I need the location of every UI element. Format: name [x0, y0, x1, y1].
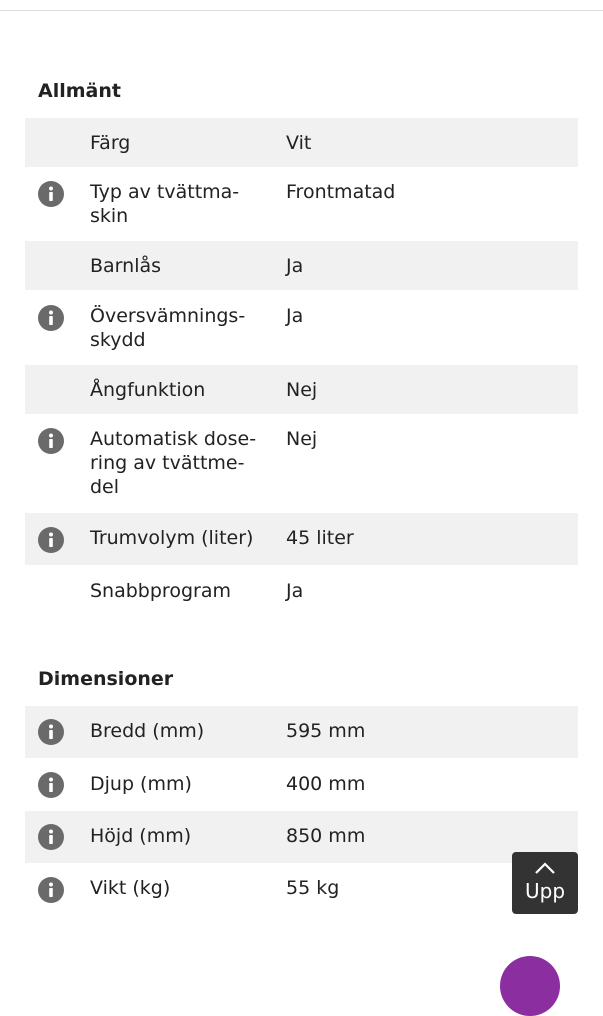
spec-value: 45 liter: [286, 527, 354, 549]
spec-value: 400 mm: [286, 773, 366, 795]
spec-row: [25, 167, 578, 241]
scroll-up-button[interactable]: [512, 852, 578, 914]
spec-value: Nej: [286, 428, 318, 450]
spec-label: Automatisk dose- ring av tvättme- del: [90, 428, 257, 498]
spec-value: Ja: [286, 305, 304, 327]
spec-value: Nej: [286, 379, 318, 401]
spec-value: 55 kg: [286, 877, 340, 899]
spec-row: [25, 365, 578, 414]
info-icon[interactable]: [38, 824, 64, 850]
spec-row: [25, 290, 578, 365]
spec-value: 595 mm: [286, 720, 366, 742]
spec-value: Frontmatad: [286, 181, 396, 203]
info-icon[interactable]: [38, 772, 64, 798]
section-title-allmant: Allmänt: [38, 80, 121, 102]
spec-label: Vikt (kg): [90, 877, 171, 899]
spec-label: Översvämnings- skydd: [90, 305, 246, 351]
info-icon[interactable]: [38, 428, 64, 454]
spec-label: Höjd (mm): [90, 825, 192, 847]
info-icon[interactable]: [38, 527, 64, 553]
spec-value: Vit: [286, 132, 312, 154]
spec-label: Trumvolym (liter): [90, 527, 254, 549]
info-icon[interactable]: [38, 181, 64, 207]
spec-row: [25, 811, 578, 863]
spec-label: Typ av tvättma- skin: [90, 181, 240, 227]
top-divider: [0, 0, 603, 11]
spec-value: Ja: [286, 580, 304, 602]
scroll-up-label: Upp: [524, 879, 566, 903]
section-title-dimensioner: Dimensioner: [38, 668, 174, 690]
spec-row: [25, 565, 578, 617]
chat-button[interactable]: [500, 956, 560, 1016]
spec-label: Barnlås: [90, 255, 162, 277]
spec-row: [25, 758, 578, 811]
spec-row: [25, 118, 578, 167]
spec-label: Djup (mm): [90, 773, 192, 795]
spec-label: Bredd (mm): [90, 720, 205, 742]
info-icon[interactable]: [38, 719, 64, 745]
spec-label: Färg: [90, 132, 131, 154]
spec-row: [25, 706, 578, 758]
spec-row: [25, 863, 578, 915]
spec-row: [25, 414, 578, 513]
spec-value: Ja: [286, 255, 304, 277]
spec-row: [25, 241, 578, 290]
info-icon[interactable]: [38, 305, 64, 331]
chevron-up-icon: [534, 861, 556, 875]
spec-label: Ångfunktion: [90, 379, 206, 401]
spec-value: 850 mm: [286, 825, 366, 847]
info-icon[interactable]: [38, 877, 64, 903]
spec-label: Snabbprogram: [90, 580, 231, 602]
spec-row: [25, 513, 578, 565]
